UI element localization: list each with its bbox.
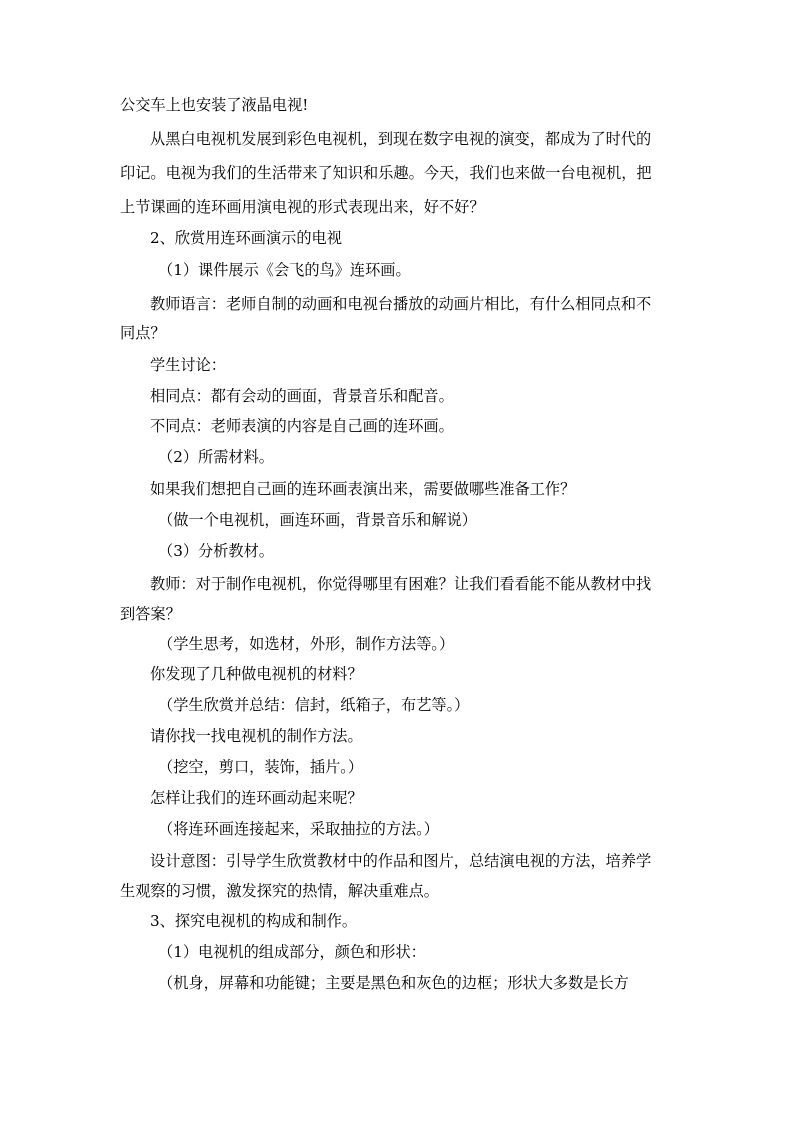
text-line: 不同点：老师表演的内容是自己画的连环画。: [150, 417, 454, 435]
text-line: （做一个电视机，画连环画，背景音乐和解说）: [158, 511, 477, 529]
text-line: 从黑白电视机发展到彩色电视机，到现在数字电视的演变，都成为了时代的: [150, 130, 652, 148]
text-line: （挖空，剪口，装饰，插片。）: [158, 758, 364, 776]
text-line: 上节课画的连环画用演电视的形式表现出来，好不好？: [120, 198, 485, 216]
section-heading: 2、欣赏用连环画演示的电视: [150, 229, 342, 247]
text-line: 生观察的习惯，激发探究的热情，解决重难点。: [120, 882, 439, 900]
text-line: 相同点：都有会动的画面，背景音乐和配音。: [150, 387, 454, 405]
text-line: 教师：对于制作电视机，你觉得哪里有困难？让我们看看能不能从教材中找: [150, 575, 652, 593]
text-line: 同点？: [120, 324, 166, 342]
text-line: 设计意图：引导学生欣赏教材中的作品和图片，总结演电视的方法，培养学: [150, 852, 652, 870]
text-line: （1）电视机的组成部分，颜色和形状：: [158, 943, 426, 961]
text-line: 教师语言：老师自制的动画和电视台播放的动画片相比，有什么相同点和不: [150, 295, 652, 313]
text-line: （2）所需材料。: [158, 448, 274, 466]
text-line: （3）分析教材。: [158, 542, 274, 560]
text-line: 如果我们想把自己画的连环画表演出来，需要做哪些准备工作？: [150, 480, 576, 498]
text-line: （将连环画连接起来，采取抽拉的方法。）: [158, 820, 439, 838]
text-line: 请你找一找电视机的制作方法。: [150, 727, 363, 745]
text-line: 公交车上也安装了液晶电视!: [120, 96, 309, 114]
text-line: 到答案？: [120, 605, 181, 623]
text-line: 印记。电视为我们的生活带来了知识和乐趣。今天，我们也来做一台电视机，把: [120, 164, 652, 182]
section-heading: 3、探究电视机的构成和制作。: [150, 912, 358, 930]
text-line: 怎样让我们的连环画动起来呢？: [150, 789, 363, 807]
text-line: （学生欣赏并总结：信封，纸箱子，布艺等。）: [158, 696, 470, 714]
text-line: （机身，屏幕和功能键；主要是黑色和灰色的边框；形状大多数是长方: [158, 974, 629, 992]
text-line: （学生思考，如选材，外形，制作方法等。）: [158, 635, 455, 653]
text-line: （1）课件展示《会飞的鸟》连环画。: [158, 261, 411, 279]
text-line: 你发现了几种做电视机的材料？: [150, 665, 363, 683]
text-line: 学生讨论：: [150, 356, 226, 374]
